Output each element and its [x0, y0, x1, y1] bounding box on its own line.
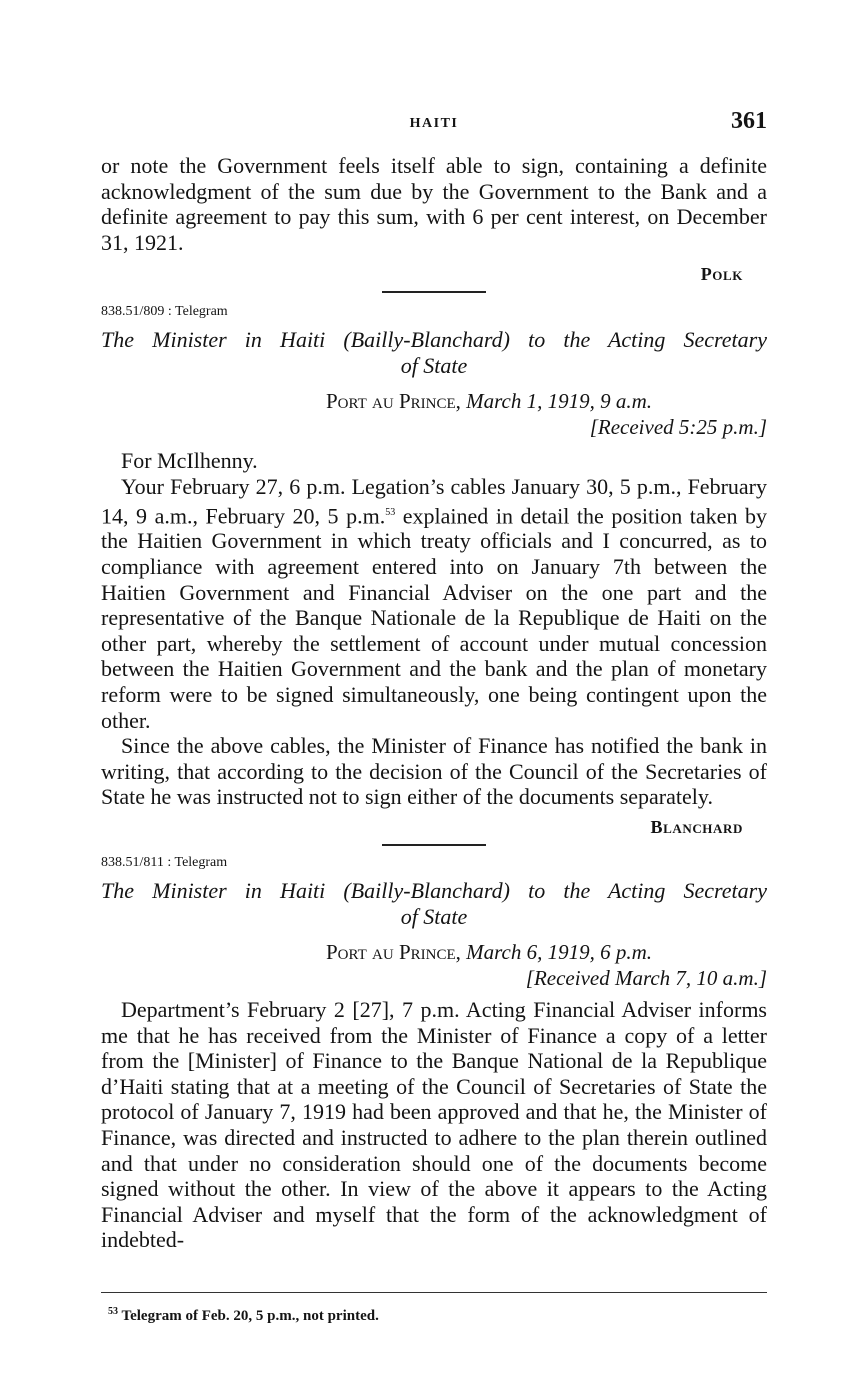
body-paragraph: [101, 474, 767, 733]
body-text: explained in detail the position taken by the Haitien Government in which treaty officials and I concurred, as to compliance with agreement entered into on January 7th between the Haitien Government and Financial Adviser on the one part and the representative of the Banque Nationale de la Republique de Haiti on the other part, whereby the settlement of account under mutual concession between the Haitien Government and the bank and the plan of monetary reform were to be signed simultaneously, one being contingent upon the other.: [101, 502, 767, 733]
text-column: [101, 153, 767, 1253]
dateline: [101, 940, 767, 965]
footnote: [108, 1302, 379, 1326]
heading-line-2: of State: [400, 904, 468, 930]
body-paragraph: Since the above cables, the Minister of Finance has notified the bank in writing, that according to the decision of the Council of the Secretaries of State he was instructed not to sign either of the documents separately.: [101, 733, 767, 810]
dateline-place: Port au Prince,: [326, 389, 461, 414]
running-title: HAITI: [409, 116, 459, 131]
received-note: [101, 414, 767, 440]
intro-paragraph: or note the Government feels itself able to sign, containing a definite acknowledgment of the sum due by the Government to the Bank and a definite agreement to pay this sum, with 6 per cent interest, on December 31, 1921.: [101, 153, 767, 255]
salutation: For McIlhenny.: [121, 448, 258, 474]
signature: Blanchard: [650, 817, 743, 838]
file-reference: 838.51/809 : Telegram: [101, 304, 228, 320]
section-divider: [382, 844, 486, 846]
page-number: 361: [731, 108, 767, 134]
received-note: [101, 965, 767, 991]
footnote-text: Telegram of Feb. 20, 5 p.m., not printed.: [118, 1308, 379, 1324]
file-reference: 838.51/811 : Telegram: [101, 855, 228, 871]
received-text: [Received 5:25 p.m.]: [589, 415, 767, 440]
dateline-place: Port au Prince,: [326, 940, 461, 965]
heading-line-1: The Minister in Haiti (Bailly-Blanchard) to the Acting Secretary: [101, 878, 767, 904]
heading-line-1: The Minister in Haiti (Bailly-Blanchard) to the Acting Secretary: [101, 327, 767, 353]
telegram-811: [101, 854, 767, 1253]
section-divider: [382, 291, 486, 293]
body-text: Your February 27, 6 p.m. Legation’s cables January 30, 5 p.m., February 14, 9 a.m., February 20, 5 p.m.: [101, 473, 767, 528]
footnote-marker: 53: [108, 1306, 118, 1317]
dateline-date: March 6, 1919, 6 p.m.: [466, 940, 652, 965]
footnote-reference: 53: [385, 506, 396, 518]
document-heading: [101, 327, 767, 379]
footnote-divider: [101, 1292, 767, 1293]
running-head: [101, 108, 767, 138]
document-heading: [101, 878, 767, 930]
body-paragraph: Department’s February 2 [27], 7 p.m. Acting Financial Adviser informs me that he has received from the Minister of Finance a copy of a letter from the [Minister] of Finance to the Banque National de la Republique d’Haiti stating that at a meeting of the Council of Secretaries of State the protocol of January 7, 1919 had been approved and that he, the Minister of Finance, was directed and instructed to adhere to the plan therein outlined and that under no consideration should one of the documents become signed without the other. In view of the above it appears to the Acting Financial Adviser and myself that the form of the acknowledgment of indebted-: [101, 997, 767, 1253]
telegram-809: [101, 303, 767, 846]
heading-line-2: of State: [400, 353, 468, 379]
dateline-date: March 1, 1919, 9 a.m.: [466, 389, 652, 414]
intro-signature: Polk: [700, 264, 743, 285]
dateline: [101, 389, 767, 414]
received-text: [Received March 7, 10 a.m.]: [525, 966, 767, 991]
